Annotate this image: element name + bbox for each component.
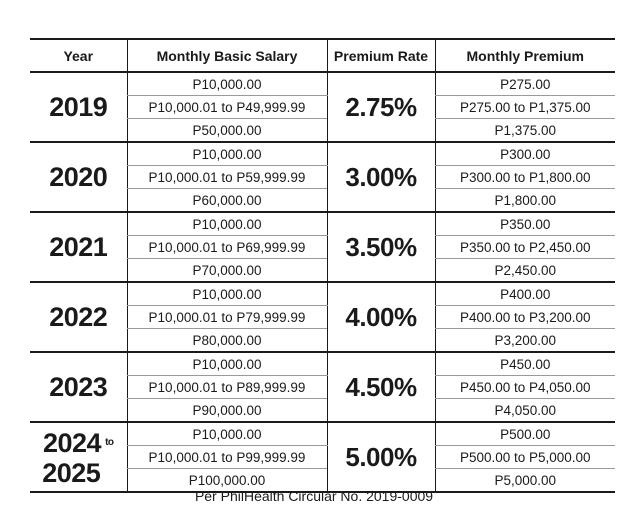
premium-cell: P500.00 to P5,000.00: [435, 446, 615, 469]
header-premium-rate: Premium Rate: [327, 39, 435, 72]
table-row: [30, 352, 615, 376]
premium-cell: P300.00 to P1,800.00: [435, 166, 615, 189]
salary-cell: P100,000.00: [127, 469, 327, 493]
premium-cell: P275.00 to P1,375.00: [435, 96, 615, 119]
table-row: [30, 282, 615, 306]
table-row: [30, 422, 615, 446]
salary-cell: P10,000.01 to P89,999.99: [127, 376, 327, 399]
premium-cell: P350.00: [435, 212, 615, 236]
header-row: [30, 39, 615, 72]
year-range-cell: [30, 422, 127, 492]
table-header: [30, 39, 615, 72]
table-row: [30, 142, 615, 166]
salary-cell: P10,000.00: [127, 72, 327, 96]
year-range-end: 2025: [42, 457, 101, 488]
premium-cell: P4,050.00: [435, 399, 615, 423]
salary-cell: P10,000.00: [127, 282, 327, 306]
header-year: Year: [30, 39, 127, 72]
premium-cell: P3,200.00: [435, 329, 615, 353]
salary-cell: P60,000.00: [127, 189, 327, 213]
premium-cell: P450.00 to P4,050.00: [435, 376, 615, 399]
premium-rate-cell: 5.00%: [327, 422, 435, 492]
salary-cell: P10,000.01 to P49,999.99: [127, 96, 327, 119]
salary-cell: P10,000.01 to P59,999.99: [127, 166, 327, 189]
premium-cell: P450.00: [435, 352, 615, 376]
premium-cell: P400.00 to P3,200.00: [435, 306, 615, 329]
salary-cell: P10,000.00: [127, 212, 327, 236]
premium-cell: P2,450.00: [435, 259, 615, 283]
premium-schedule-table: [30, 38, 615, 493]
year-cell: 2020: [30, 142, 127, 212]
premium-rate-cell: 4.50%: [327, 352, 435, 422]
premium-cell: P1,375.00: [435, 119, 615, 143]
premium-rate-cell: 4.00%: [327, 282, 435, 352]
salary-cell: P50,000.00: [127, 119, 327, 143]
header-monthly-premium: Monthly Premium: [435, 39, 615, 72]
year-cell: 2022: [30, 282, 127, 352]
year-cell: 2021: [30, 212, 127, 282]
year-range-to: to: [105, 436, 114, 448]
salary-cell: P10,000.01 to P79,999.99: [127, 306, 327, 329]
premium-cell: P500.00: [435, 422, 615, 446]
premium-cell: P275.00: [435, 72, 615, 96]
table-row: [30, 212, 615, 236]
premium-cell: P400.00: [435, 282, 615, 306]
premium-rate-cell: 3.50%: [327, 212, 435, 282]
header-monthly-basic-salary: Monthly Basic Salary: [127, 39, 327, 72]
premium-cell: P350.00 to P2,450.00: [435, 236, 615, 259]
premium-schedule-table-wrap: [30, 38, 615, 493]
table-row: [30, 72, 615, 96]
premium-rate-cell: 3.00%: [327, 142, 435, 212]
source-footnote: Per PhilHealth Circular No. 2019-0009: [194, 488, 434, 504]
salary-cell: P10,000.00: [127, 352, 327, 376]
premium-cell: P300.00: [435, 142, 615, 166]
year-range-start-line: [30, 426, 127, 458]
salary-cell: P10,000.01 to P69,999.99: [127, 236, 327, 259]
premium-cell: P1,800.00: [435, 189, 615, 213]
premium-cell: P5,000.00: [435, 469, 615, 493]
table-body: [30, 72, 615, 492]
salary-cell: P10,000.00: [127, 142, 327, 166]
salary-cell: P90,000.00: [127, 399, 327, 423]
salary-cell: P10,000.00: [127, 422, 327, 446]
year-cell: 2023: [30, 352, 127, 422]
salary-cell: P80,000.00: [127, 329, 327, 353]
salary-cell: P10,000.01 to P99,999.99: [127, 446, 327, 469]
premium-rate-cell: 2.75%: [327, 72, 435, 142]
year-range-start: 2024: [42, 427, 102, 458]
salary-cell: P70,000.00: [127, 259, 327, 283]
year-cell: 2019: [30, 72, 127, 142]
